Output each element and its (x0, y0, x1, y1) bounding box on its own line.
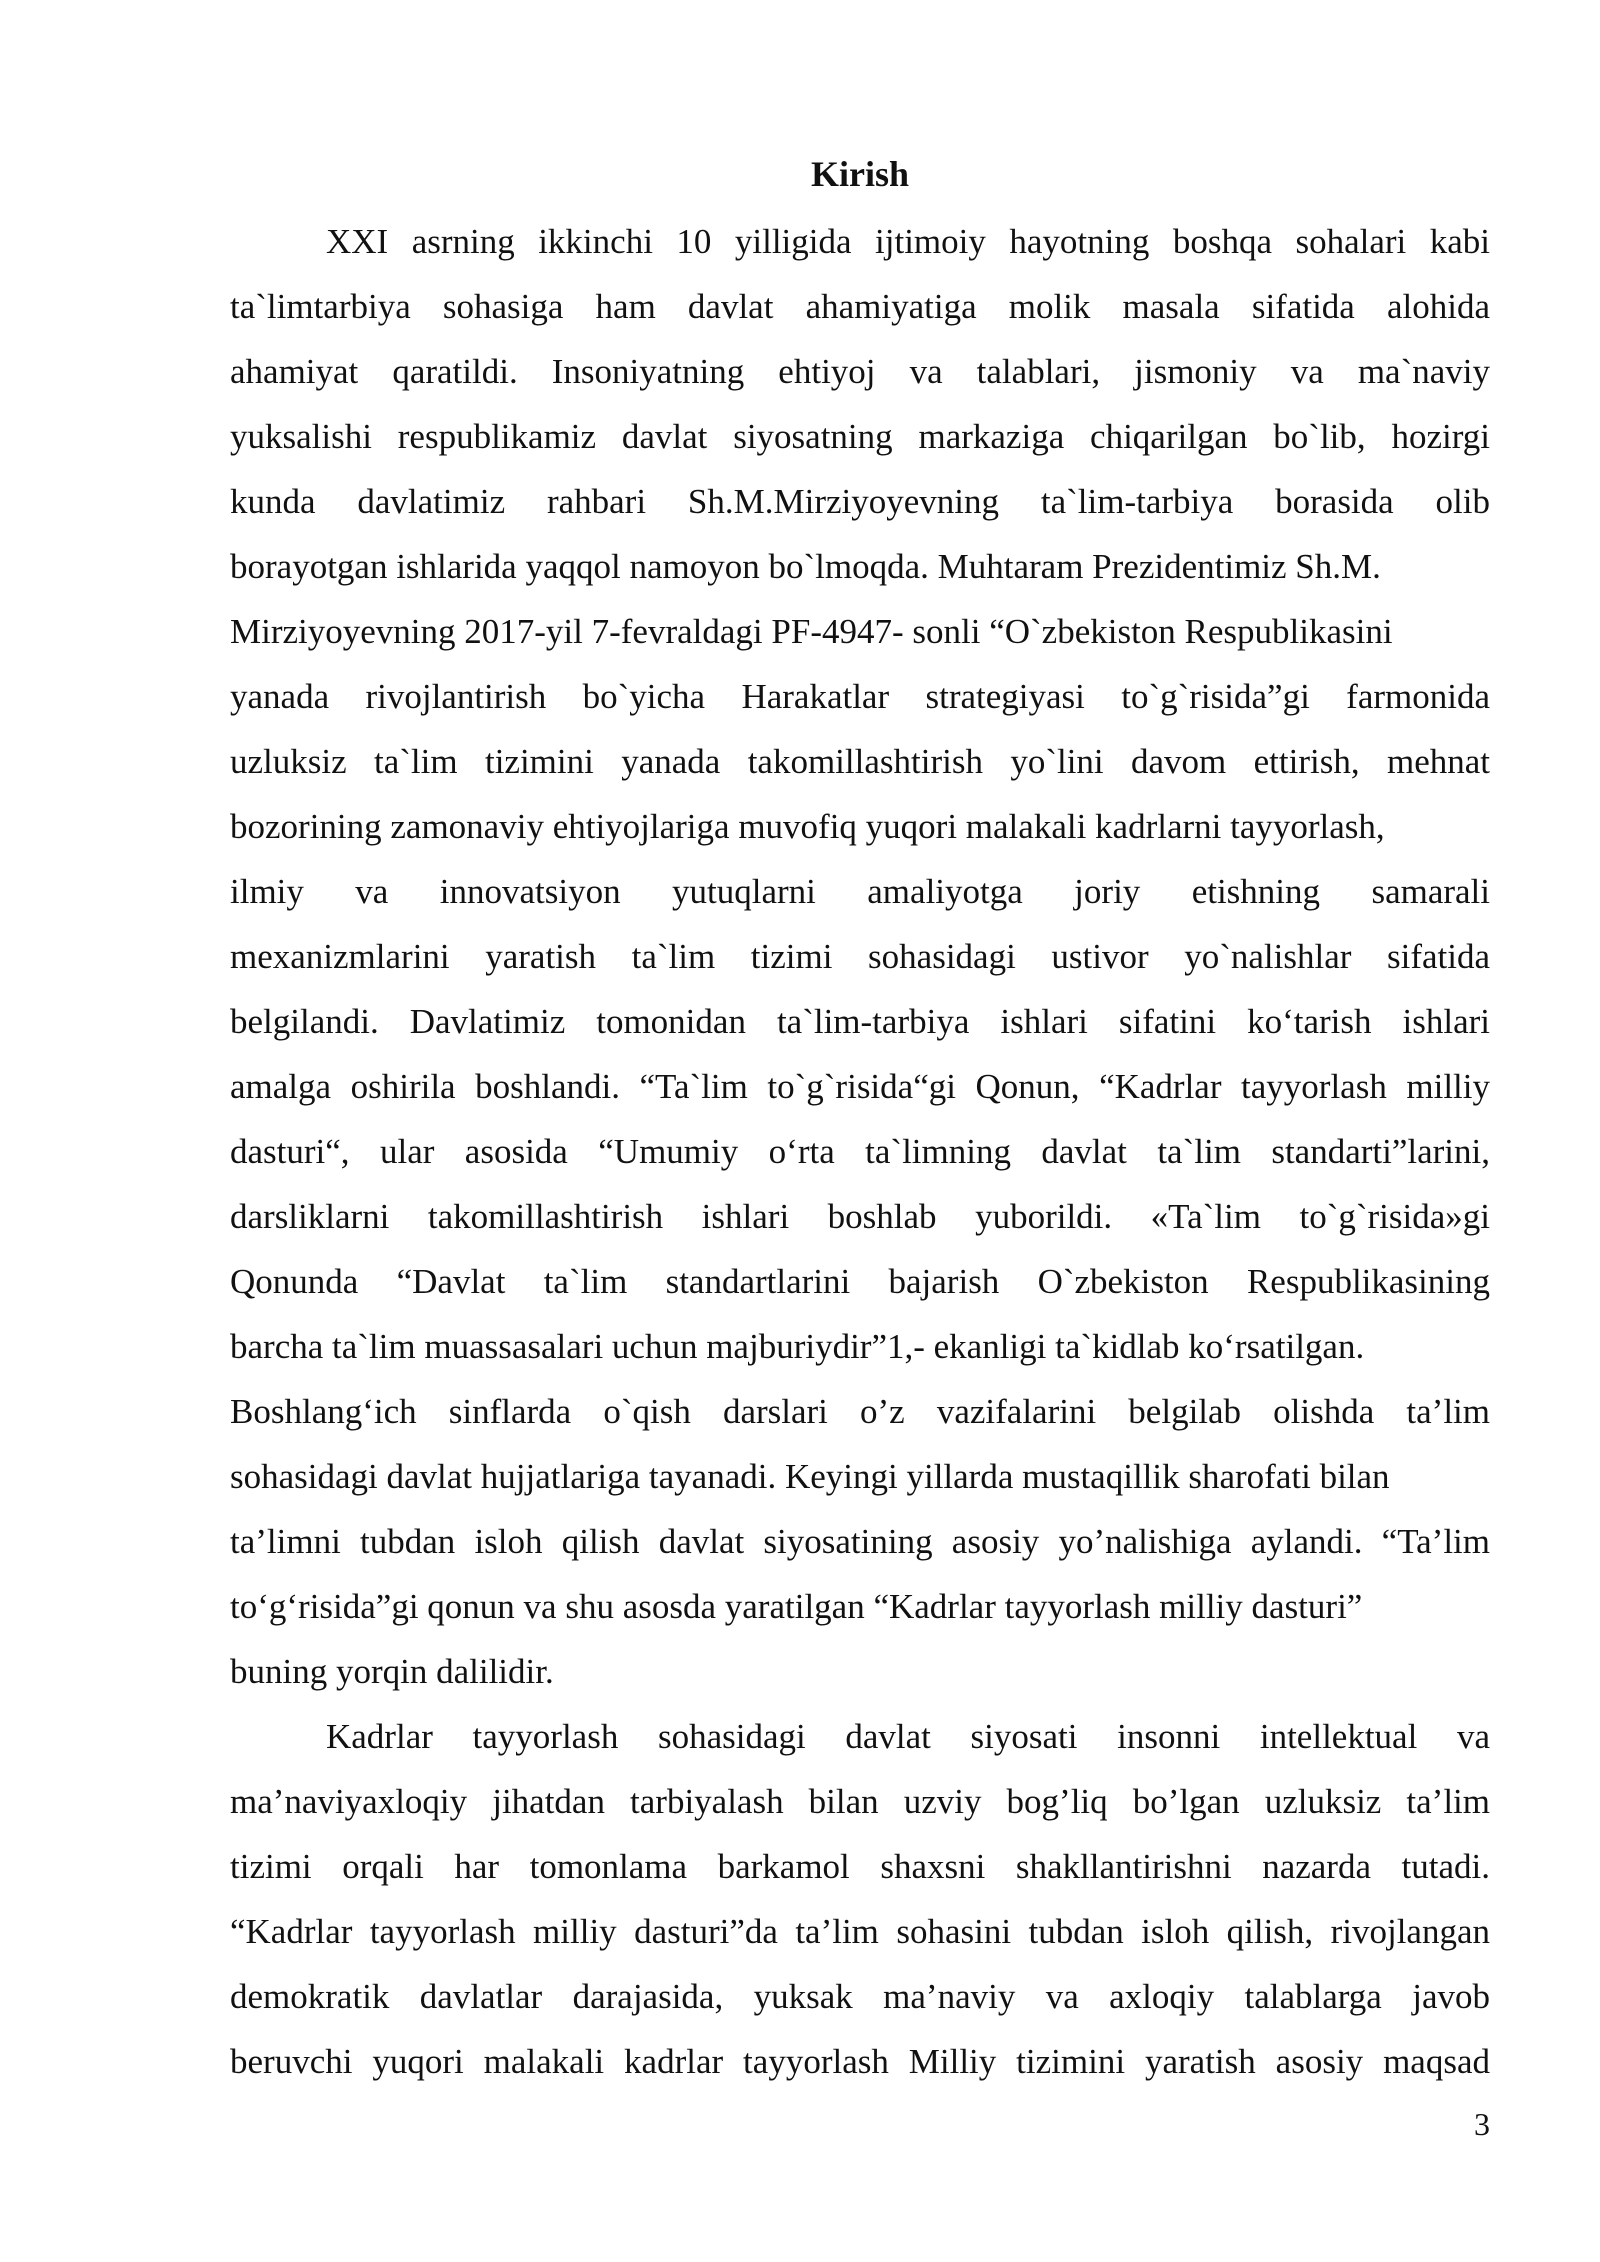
paragraph-line: tizimi orqali har tomonlama barkamol shaxsni shakllantirishni nazarda tutadi. (230, 1847, 1490, 1886)
paragraph-line: buning yorqin dalilidir. (230, 1652, 554, 1691)
section-heading: Kirish (810, 154, 909, 194)
paragraph-line: darsliklarni takomillashtirish ishlari boshlab yuborildi. «Ta`lim to`g`risida»gi (230, 1197, 1490, 1236)
paragraph-line: Mirziyoyevning 2017-yil 7-fevraldagi PF-4947- sonli “O`zbekiston Respublikasini (230, 612, 1393, 651)
paragraph-line: kunda davlatimiz rahbari Sh.M.Mirziyoyevning ta`lim-tarbiya borasida olib (230, 482, 1490, 521)
paragraph-1 (230, 209, 1490, 1704)
paragraph-line: yuksalishi respublikamiz davlat siyosatning markaziga chiqarilgan bo`lib, hozirgi (230, 417, 1490, 456)
paragraph-line: amalga oshirila boshlandi. “Ta`lim to`g`risida“gi Qonun, “Kadrlar tayyorlash milliy (230, 1067, 1490, 1106)
paragraph-line: ta’limni tubdan isloh qilish davlat siyosatining asosiy yo’nalishiga aylandi. “Ta’lim (230, 1522, 1490, 1561)
paragraph-line: borayotgan ishlarida yaqqol namoyon bo`lmoqda. Muhtaram Prezidentimiz Sh.M. (230, 547, 1381, 586)
paragraph-line: belgilandi. Davlatimiz tomonidan ta`lim-tarbiya ishlari sifatini ko‘tarish ishlari (230, 1002, 1490, 1041)
paragraph-line: XXI asrning ikkinchi 10 yilligida ijtimoiy hayotning boshqa sohalari kabi (326, 222, 1490, 261)
paragraph-line: to‘g‘risida”gi qonun va shu asosda yaratilgan “Kadrlar tayyorlash milliy dasturi” (230, 1587, 1363, 1626)
paragraph-line: bozorining zamonaviy ehtiyojlariga muvofiq yuqori malakali kadrlarni tayyorlash, (230, 807, 1385, 846)
paragraph-line: ta`limtarbiya sohasiga ham davlat ahamiyatiga molik masala sifatida alohida (230, 287, 1490, 326)
paragraph-line: yanada rivojlantirish bo`yicha Harakatlar strategiyasi to`g`risida”gi farmonida (230, 677, 1490, 716)
paragraph-line: beruvchi yuqori malakali kadrlar tayyorlash Milliy tizimini yaratish asosiy maqsad (230, 2042, 1490, 2081)
paragraph-line: ahamiyat qaratildi. Insoniyatning ehtiyoj va talablari, jismoniy va ma`naviy (230, 352, 1490, 391)
paragraph-line: demokratik davlatlar darajasida, yuksak ma’naviy va axloqiy talablarga javob (230, 1977, 1490, 2016)
paragraph-2 (230, 1704, 1490, 2094)
page-number: 3 (1474, 2106, 1490, 2142)
paragraph-line: Kadrlar tayyorlash sohasidagi davlat siyosati insonni intellektual va (326, 1717, 1490, 1756)
paragraph-line: uzluksiz ta`lim tizimini yanada takomillashtirish yo`lini davom ettirish, mehnat (230, 742, 1490, 781)
paragraph-line: mexanizmlarini yaratish ta`lim tizimi sohasidagi ustivor yo`nalishlar sifatida (230, 937, 1490, 976)
paragraph-line: “Kadrlar tayyorlash milliy dasturi”da ta’lim sohasini tubdan isloh qilish, rivojlangan (230, 1912, 1490, 1951)
paragraph-line: ilmiy va innovatsiyon yutuqlarni amaliyotga joriy etishning samarali (230, 872, 1490, 911)
paragraph-line: ma’naviyaxloqiy jihatdan tarbiyalash bilan uzviy bog’liq bo’lgan uzluksiz ta’lim (230, 1782, 1490, 1821)
paragraph-line: Boshlang‘ich sinflarda o`qish darslari o’z vazifalarini belgilab olishda ta’lim (230, 1392, 1490, 1431)
paragraph-line: barcha ta`lim muassasalari uchun majburiydir”1,- ekanligi ta`kidlab ko‘rsatilgan. (230, 1327, 1365, 1366)
paragraph-line: Qonunda “Davlat ta`lim standartlarini bajarish O`zbekiston Respublikasining (230, 1262, 1490, 1301)
paragraph-line: sohasidagi davlat hujjatlariga tayanadi. Keyingi yillarda mustaqillik sharofati bilan (230, 1457, 1390, 1496)
paragraph-line: dasturi“, ular asosida “Umumiy o‘rta ta`limning davlat ta`lim standarti”larini, (230, 1132, 1490, 1171)
